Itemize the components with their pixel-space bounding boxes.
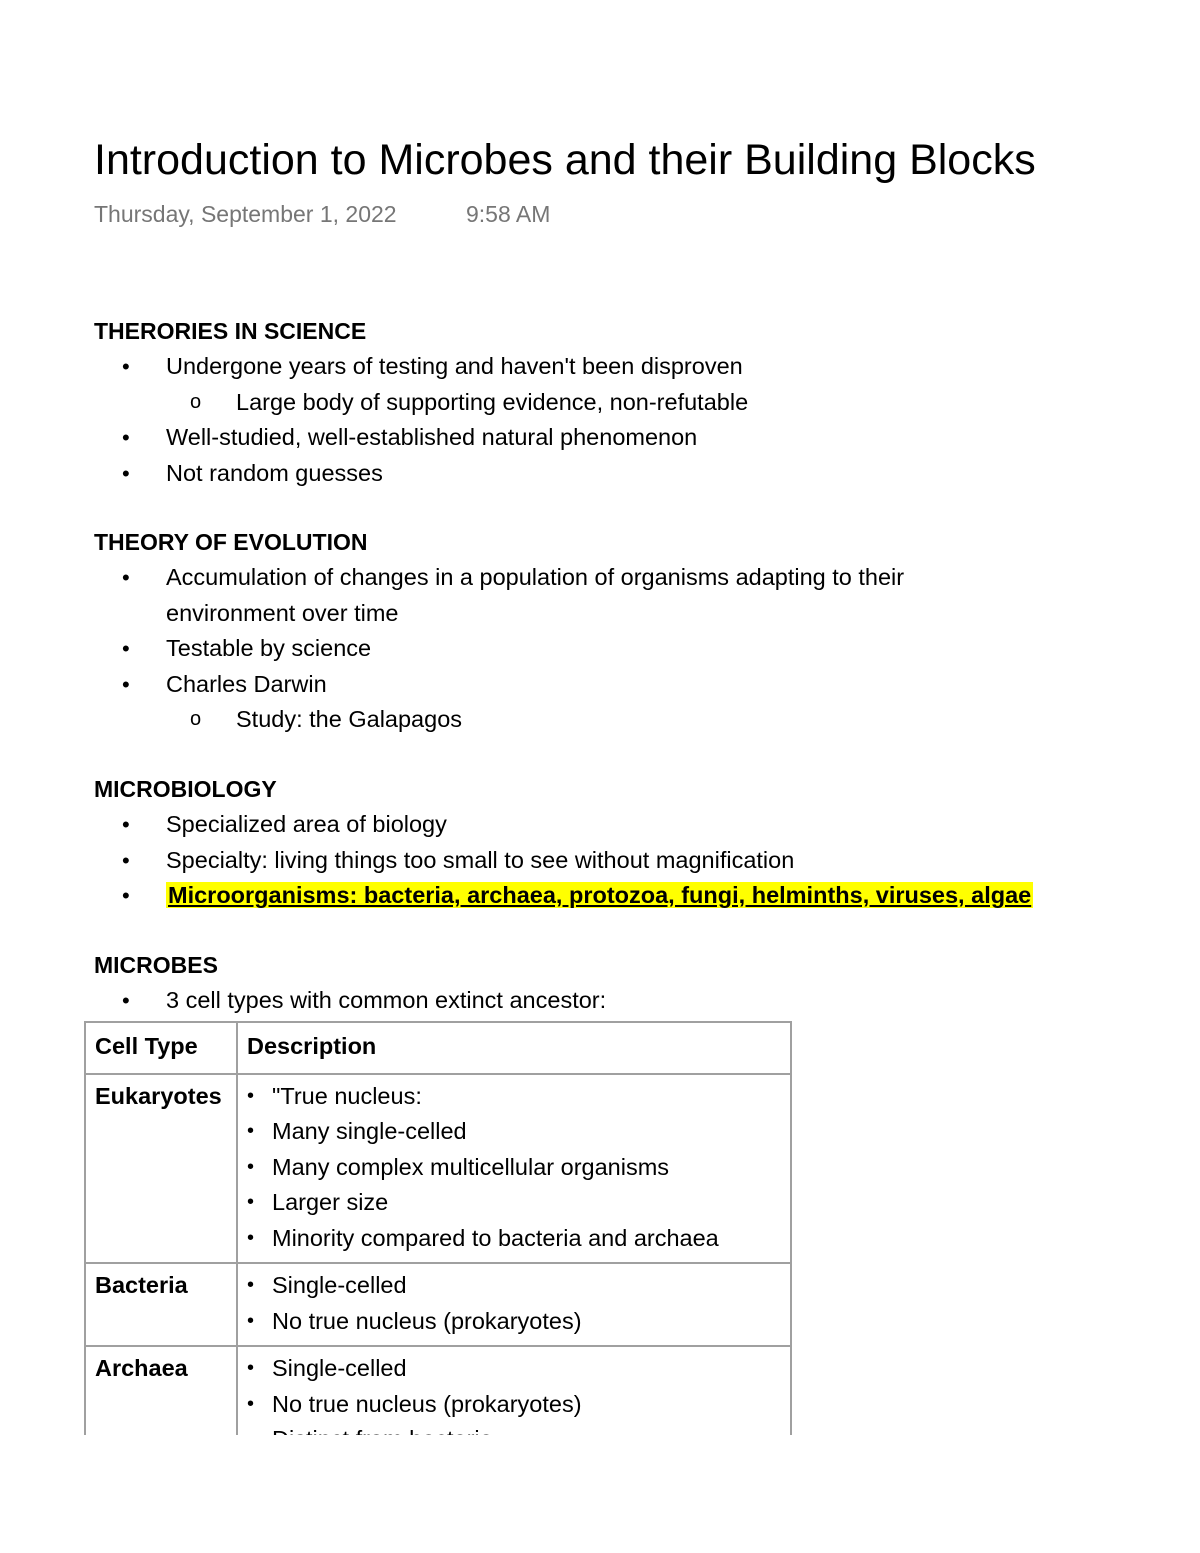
list-item-continuation: environment over time [166,599,399,626]
bullet-icon: • [247,1120,255,1142]
table-header-cell: Cell Type [85,1022,237,1074]
highlighted-text: Microorganisms: bacteria, archaea, protozoa, fungi, helminths, viruses, algae [168,882,1032,908]
bullet-icon: • [122,671,130,697]
section-heading: MICROBIOLOGY [94,776,277,802]
cell-type-table [84,1021,792,1466]
bullet-icon: • [122,883,130,908]
list-item-sub: o Large body of supporting evidence, non-refutable [94,385,1154,421]
cell-type-name: Archaea [85,1346,237,1465]
page-time: 9:58 AM [466,201,551,227]
page-date-time [94,198,551,230]
cell-description [237,1263,791,1346]
list-item: • Accumulation of changes in a population of organisms adapting to their [94,560,1154,596]
bullet-icon: • [122,425,130,450]
list-item: • 3 cell types with common extinct ancestor: [94,983,1154,1019]
section-microbiology [94,772,1154,914]
list-item: • Well-studied, well-established natural phenomenon [94,420,1154,456]
list-item: • Specialty: living things too small to see without magnification [94,843,1154,879]
bullet-icon: • [247,1274,255,1296]
bullet-icon: • [247,1357,255,1379]
bullet-icon: • [122,354,130,379]
bullet-icon: • [122,812,130,837]
cell-type-name: Eukaryotes [85,1074,237,1264]
cell-description [237,1074,791,1264]
list-item: • Single-celled [247,1351,782,1387]
list-item: • Many complex multicellular organisms [247,1150,782,1186]
sub-bullet-icon: o [190,390,202,413]
list-item: • Single-celled [247,1268,782,1304]
bullet-icon: • [247,1191,255,1213]
table-row [85,1263,791,1346]
table-header-cell: Description [237,1022,791,1074]
cell-type-name: Bacteria [85,1263,237,1346]
list-item: • Charles Darwin [94,667,1154,703]
bullet-icon: • [122,636,130,661]
bullet-icon: • [247,1309,255,1332]
bullet-icon: • [122,565,130,590]
list-item: • "True nucleus: [247,1079,782,1115]
bullet-icon: • [247,1226,255,1249]
bullet-icon: • [122,847,130,873]
list-item: • No true nucleus (prokaryotes) [247,1304,782,1340]
list-item: • Specialized area of biology [94,807,1154,843]
bullet-icon: • [247,1392,255,1415]
bullet-icon: • [247,1155,255,1178]
list-item: • Minority compared to bacteria and archaea [247,1221,782,1257]
page-title: Introduction to Microbes and their Building Blocks [94,136,1036,184]
page-cutoff [0,1435,1200,1553]
section-heading: THEORY OF EVOLUTION [94,529,368,555]
list-item: • Many single-celled [247,1114,782,1150]
page-date: Thursday, September 1, 2022 [94,201,397,227]
sub-bullet-icon: o [190,708,202,730]
list-item: • No true nucleus (prokaryotes) [247,1387,782,1423]
section-heading: MICROBES [94,952,218,978]
list-item: • Larger size [247,1185,782,1221]
list-item: • Testable by science [94,631,1154,667]
table-row [85,1074,791,1264]
list-item: • Undergone years of testing and haven't been disproven [94,349,1154,385]
list-item-highlighted [94,878,1154,914]
table-header-row [85,1022,791,1074]
section-heading: THERORIES IN SCIENCE [94,318,367,344]
section-theories [94,314,1154,491]
list-item-sub: o Study: the Galapagos [94,702,1154,738]
bullet-icon: • [122,460,130,486]
list-item: • Not random guesses [94,456,1154,492]
bullet-icon: • [122,988,130,1013]
bullet-icon: • [247,1084,255,1107]
section-evolution [94,525,1154,738]
section-microbes [94,948,1154,1019]
